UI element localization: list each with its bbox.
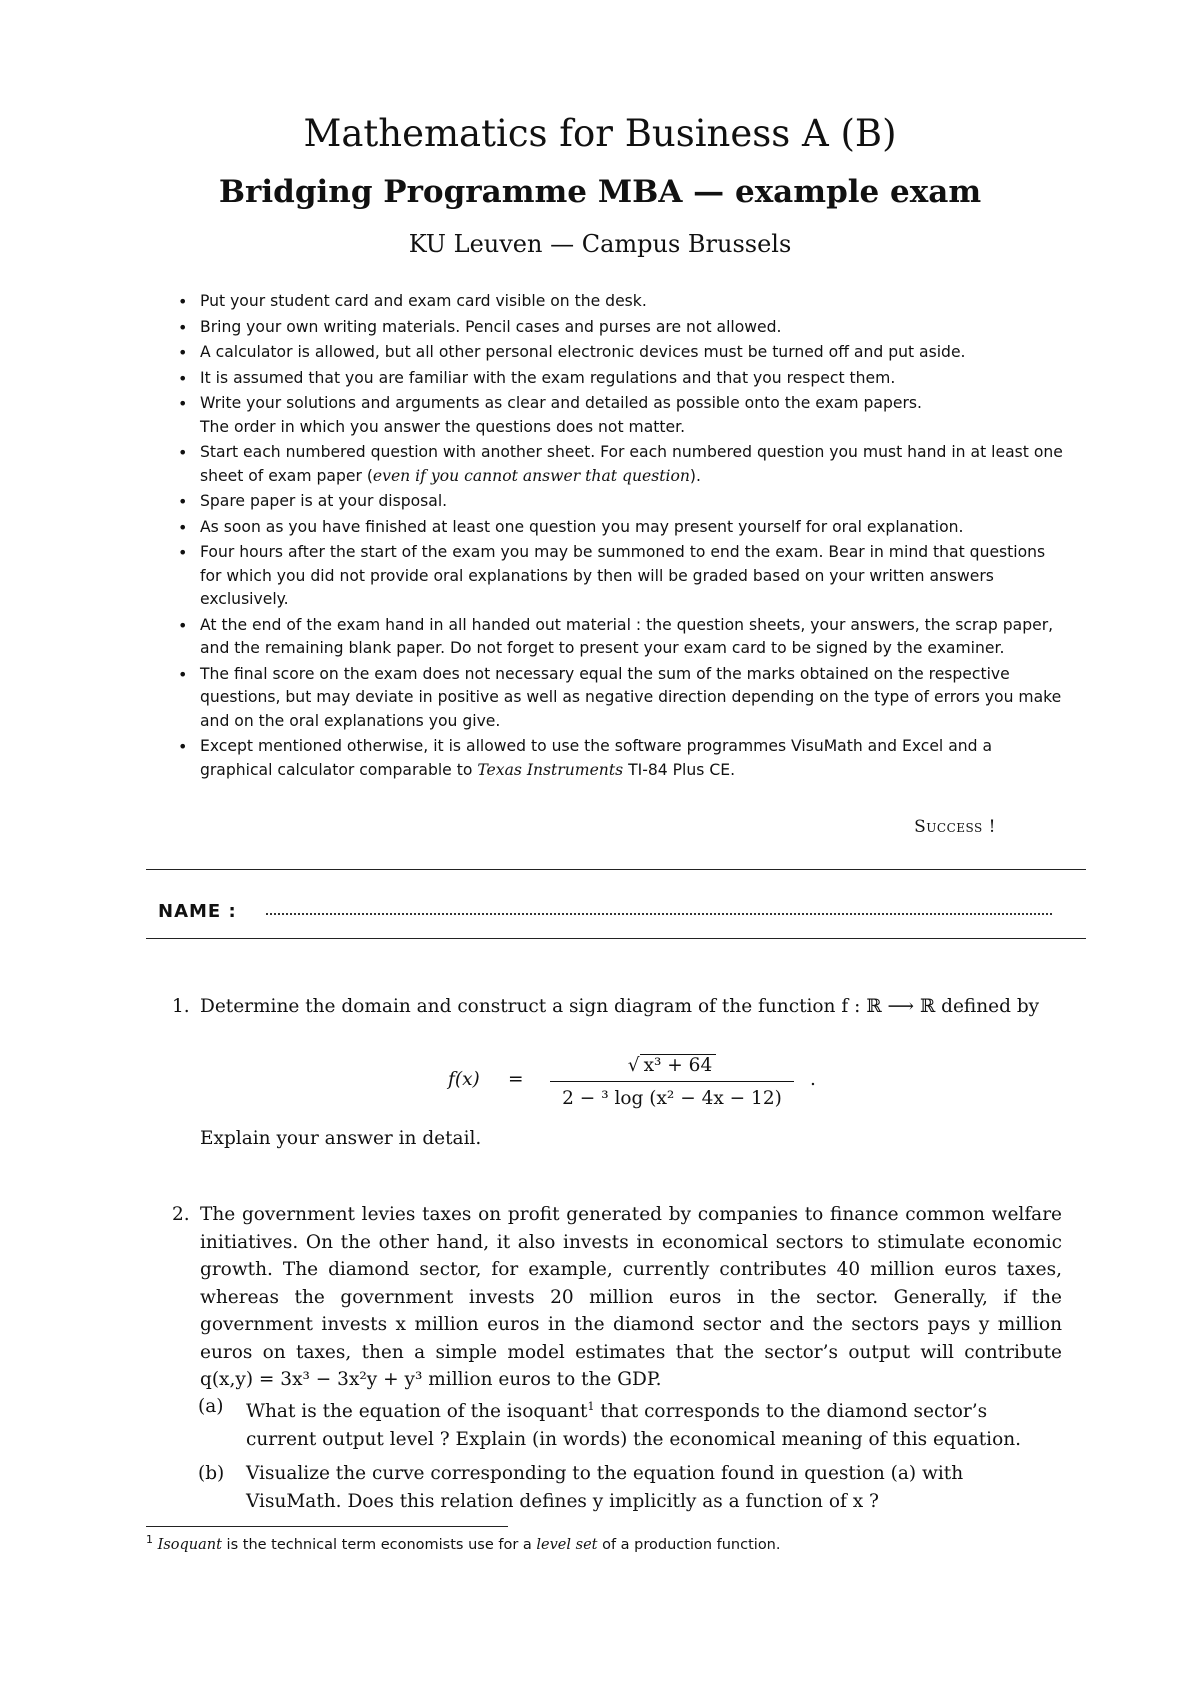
question-2	[172, 1201, 1062, 1394]
bottom-divider	[146, 938, 1086, 939]
institution: KU Leuven — Campus Brussels	[408, 230, 792, 258]
name-fill-line	[266, 913, 1052, 915]
question-number: 1.	[172, 996, 190, 1017]
question-number: 2.	[172, 1204, 190, 1225]
subquestion-text: What is the equation of the isoquant$^1$ that corresponds to the diamond sector’s current output level ? Explain (in words) the economical meaning of this equation.	[246, 1400, 1022, 1450]
formula-fraction	[550, 1051, 794, 1112]
exam-subtitle: Bridging Programme MBA — example exam	[218, 174, 982, 210]
footnote: $^1$ Isoquant is the technical term economists use for a level set of a production function.	[146, 1533, 781, 1553]
rule-item: • As soon as you have finished at least one question you may present yourself for oral explanation.	[176, 516, 1068, 540]
exam-rules-list	[176, 290, 1068, 784]
question-text: Determine the domain and construct a sign diagram of the function f : ℝ ⟶ ℝ defined by	[200, 996, 1040, 1017]
formula-numerator: √ x³ + 64	[550, 1051, 794, 1081]
rule-item: • It is assumed that you are familiar with the exam regulations and that you respect them.	[176, 367, 1068, 391]
rule-item: • Except mentioned otherwise, it is allowed to use the software programmes VisuMath and Excel and a graphical calculator comparable to Texas Instruments TI-84 Plus CE.	[176, 735, 1068, 782]
question-text: The government levies taxes on profit generated by companies to finance common welfare initiatives. On the other hand, it also invests in economical sectors to stimulate economic growth. The diamond sector, for example, currently contributes 40 million euros taxes, whereas the government invests 20 million euros in the sector. Generally, if the government invests x million euros in the diamond sector and the sectors pays y million euros on taxes, then a simple model estimates that the sector’s output will contribute q(x,y) = 3x³ − 3x²y + y³ million euros to the GDP.	[200, 1204, 1062, 1390]
rule-item: • Write your solutions and arguments as clear and detailed as possible onto the exam papers. The order in which you answer the questions does not matter.	[176, 392, 1068, 439]
rule-item: • Spare paper is at your disposal.	[176, 490, 1068, 514]
function-formula	[448, 1051, 828, 1121]
formula-lhs: f(x)	[448, 1069, 480, 1090]
top-divider	[146, 869, 1086, 870]
name-label: NAME :	[158, 901, 237, 922]
success-note: Success !	[914, 817, 996, 837]
formula-denominator: 2 − ³ log (x² − 4x − 12)	[562, 1088, 782, 1109]
subquestion-a	[198, 1393, 1062, 1453]
formula-equals: =	[508, 1069, 524, 1090]
rule-item: • Four hours after the start of the exam you may be summoned to end the exam. Bear in mind that questions for which you did not provide oral explanations by then will be graded based on your written answers exclusively.	[176, 541, 1068, 612]
rule-item: • Put your student card and exam card visible on the desk.	[176, 290, 1068, 314]
exam-title: Mathematics for Business A (B)	[303, 112, 897, 155]
subquestion-b	[198, 1460, 1062, 1515]
subquestion-label: (a)	[198, 1396, 224, 1417]
rule-item: • A calculator is allowed, but all other personal electronic devices must be turned off and put aside.	[176, 341, 1068, 365]
rule-item: • Bring your own writing materials. Pencil cases and purses are not allowed.	[176, 316, 1068, 340]
subquestion-text: Visualize the curve corresponding to the equation found in question (a) with VisuMath. Does this relation defines y implicitly as a function of x ?	[246, 1463, 964, 1512]
rule-item: • Start each numbered question with another sheet. For each numbered question you must hand in at least one sheet of exam paper (even if you cannot answer that question).	[176, 441, 1068, 488]
subquestion-label: (b)	[198, 1463, 225, 1484]
footnote-rule	[146, 1526, 508, 1527]
formula-period: .	[810, 1069, 816, 1090]
rule-item: • The final score on the exam does not necessary equal the sum of the marks obtained on the respective questions, but may deviate in positive as well as negative direction depending on the type of errors you make and on the oral explanations you give.	[176, 663, 1068, 734]
rule-item: • At the end of the exam hand in all handed out material : the question sheets, your answers, the scrap paper, and the remaining blank paper. Do not forget to present your exam card to be signed by the examiner.	[176, 614, 1068, 661]
explain-instruction: Explain your answer in detail.	[200, 1128, 482, 1149]
question-1	[172, 993, 1062, 1021]
